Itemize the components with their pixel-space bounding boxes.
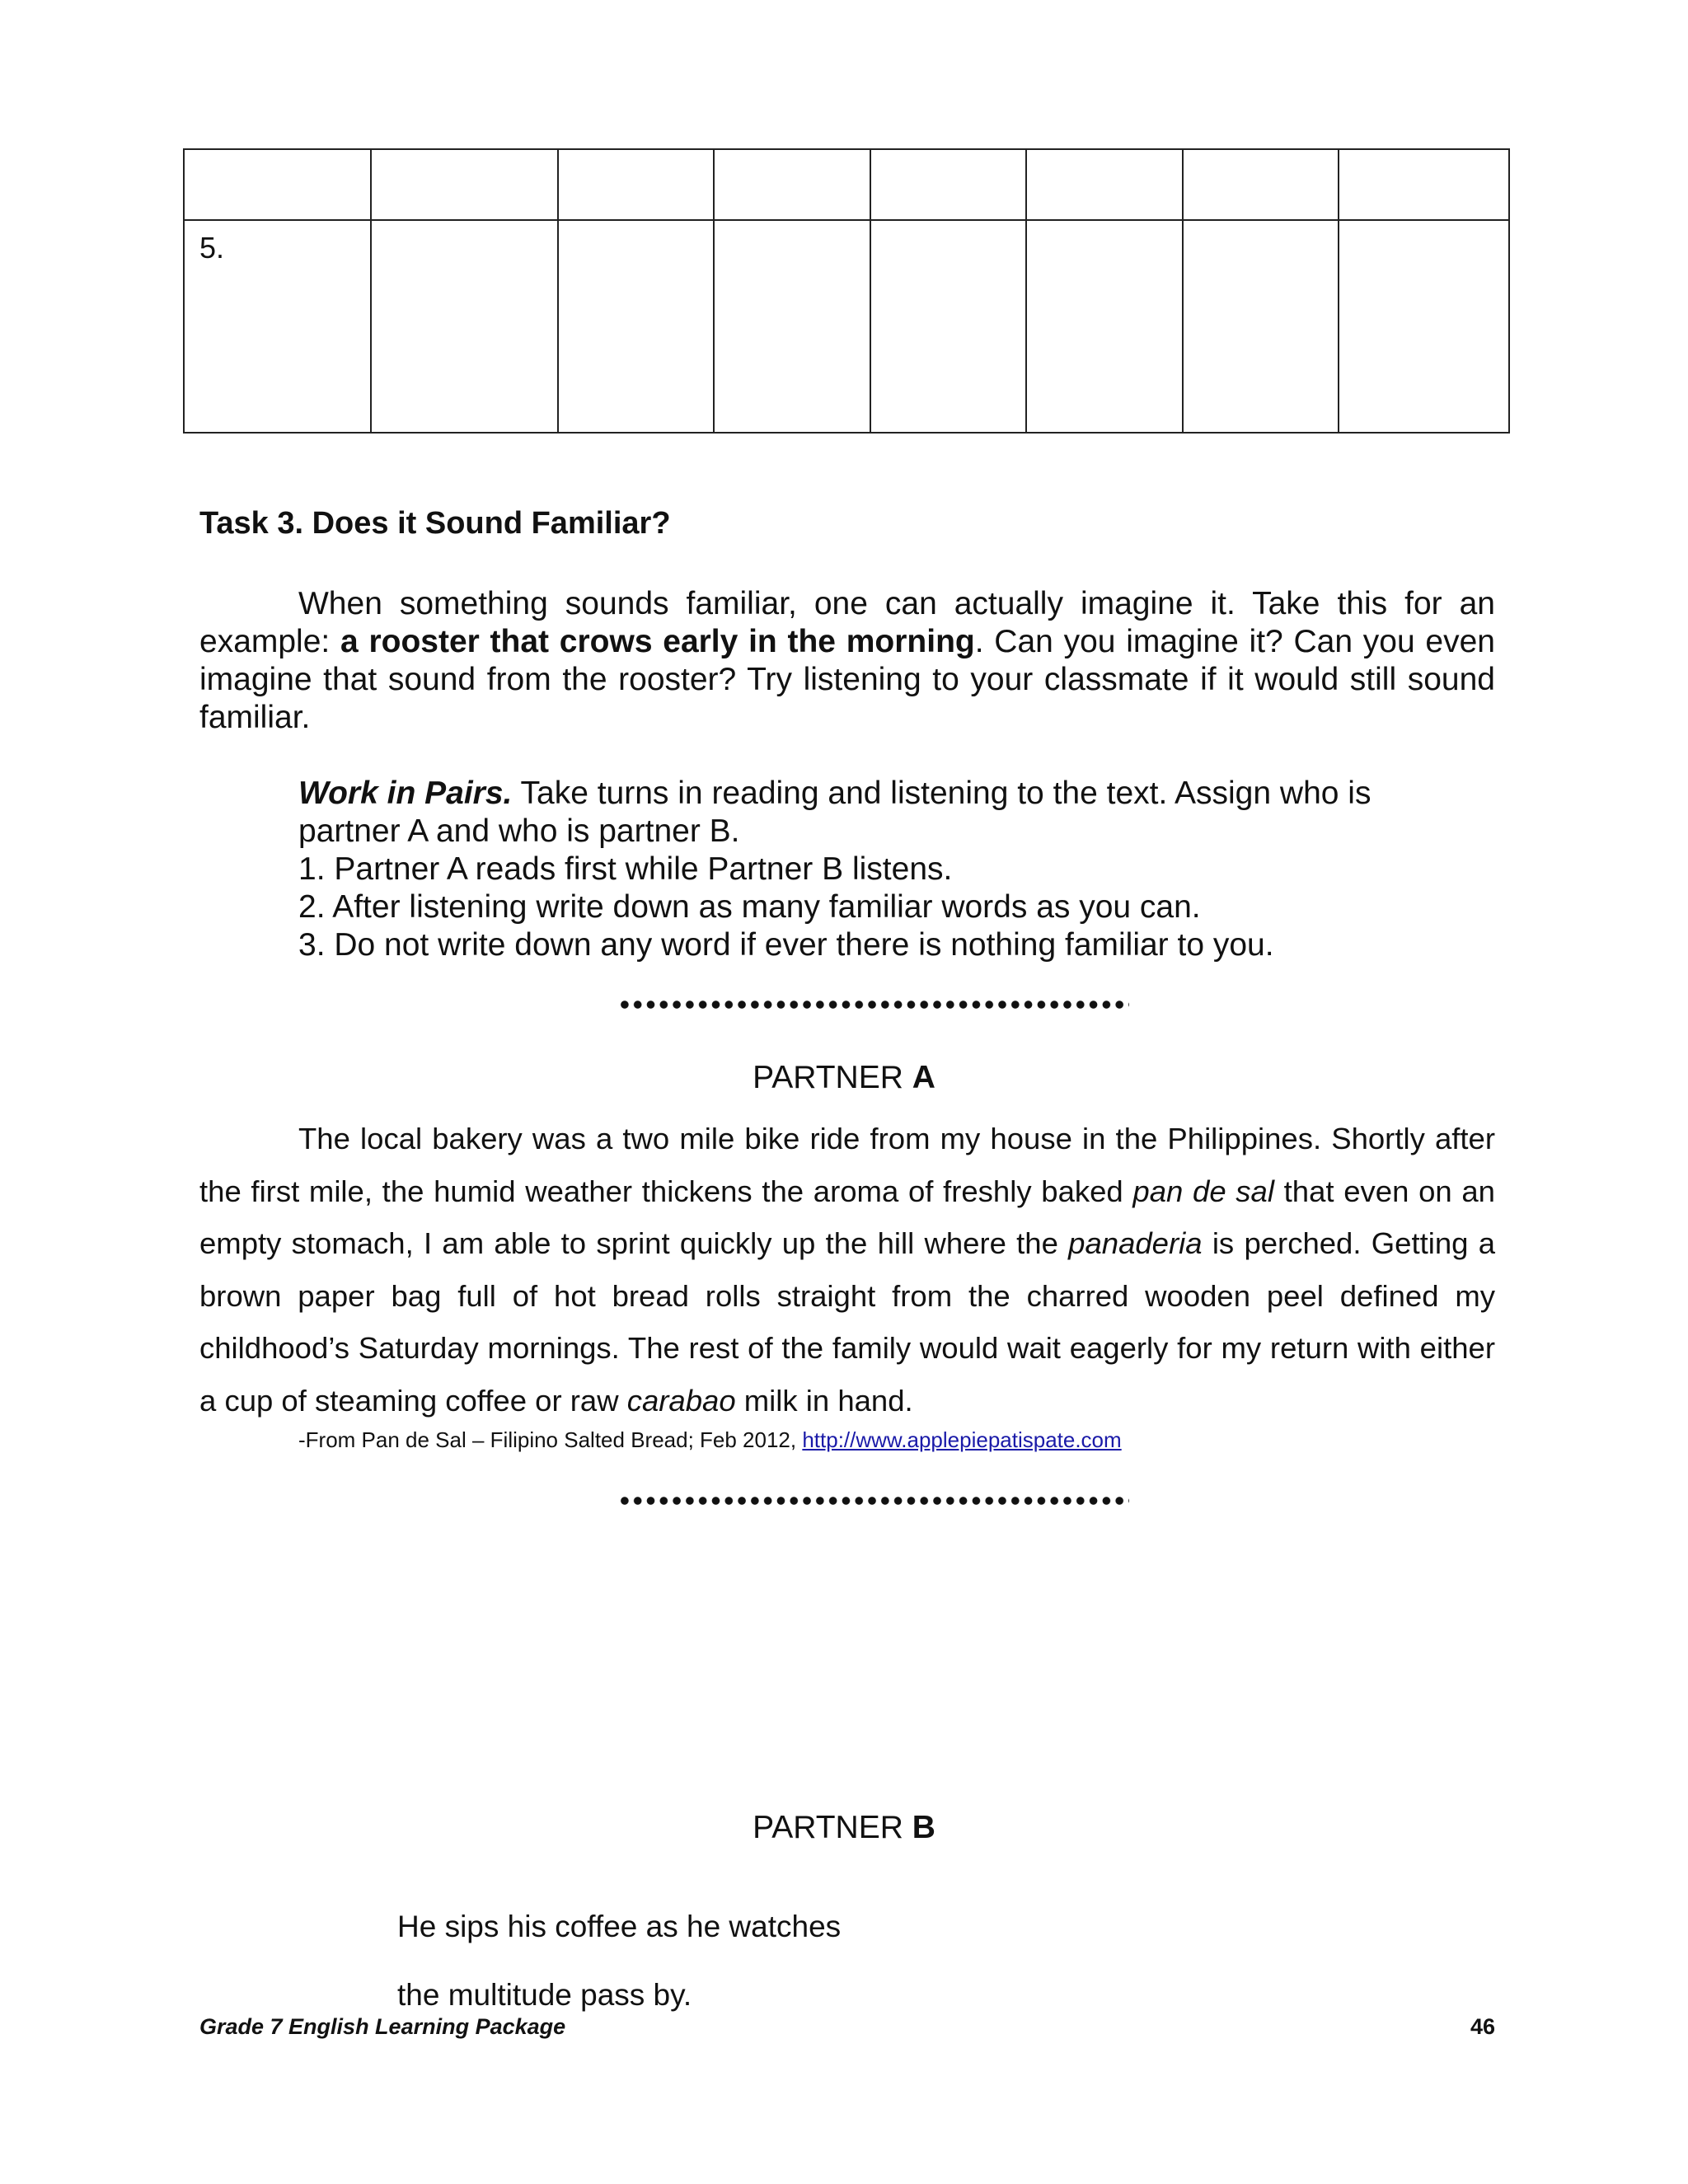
pairs-lead: Work in Pairs.: [298, 776, 513, 811]
partner-a-heading: [0, 1060, 1688, 1096]
table-cell[interactable]: [1026, 220, 1182, 433]
partner-a-story: [199, 1113, 1495, 1427]
partner-a-label: PARTNER: [753, 1060, 912, 1095]
source-link[interactable]: http://www.applepiepatispate.com: [802, 1427, 1122, 1452]
intro-text-1: When something sounds familiar, one can actually imagine it. Take this for an example:: [199, 586, 1495, 659]
task-title: Task 3. Does it Sound Familiar?: [199, 506, 671, 541]
story-italic: pan de sal: [1132, 1174, 1274, 1208]
table-cell[interactable]: [184, 149, 371, 220]
list-item: 2. After listening write down as many familiar words as you can.: [298, 889, 1201, 925]
partner-a-letter: A: [912, 1060, 935, 1095]
table-cell-number[interactable]: [184, 220, 371, 433]
story-text: is perched. Getting a brown paper bag full of hot bread rolls straight from the charred wooden peel defined my childhood’s Saturday mornings. The rest of the family would wait eagerly for my return with either a cup of steaming coffee or raw: [199, 1226, 1495, 1418]
pair-instructions: [298, 775, 1452, 964]
intro-text-2: . Can you imagine it? Can you even imagine that sound from the rooster? Try listening to your classmate if it would still sound familiar.: [199, 624, 1495, 735]
table-cell[interactable]: [558, 149, 714, 220]
list-item: 3. Do not write down any word if ever there is nothing familiar to you.: [298, 927, 1274, 963]
partner-b-letter: B: [912, 1810, 935, 1845]
partner-b-label: PARTNER: [753, 1810, 912, 1845]
table-cell[interactable]: [714, 220, 870, 433]
story-text: The local bakery was a two mile bike ride from my house in the Philippines. Shortly after the first mile, the humid weather thickens the aroma of freshly baked: [199, 1122, 1495, 1208]
story-text: milk in hand.: [735, 1383, 913, 1418]
intro-paragraph: [199, 585, 1495, 737]
table-cell[interactable]: [371, 149, 559, 220]
source-text: -From Pan de Sal – Filipino Salted Bread; Feb 2012,: [298, 1427, 803, 1452]
table-cell[interactable]: [714, 149, 870, 220]
table-cell[interactable]: [371, 220, 559, 433]
answer-table: [183, 148, 1510, 434]
poem-line: the multitude pass by.: [397, 1978, 692, 2012]
dotted-divider: [618, 1495, 1129, 1507]
intro-bold-example: a rooster that crows early in the morning: [340, 624, 975, 659]
steps-list: [298, 851, 1452, 964]
row-number: 5.: [199, 231, 225, 265]
table-row: [184, 149, 1509, 220]
dotted-divider: [618, 999, 1129, 1010]
table-cell[interactable]: [1026, 149, 1182, 220]
table-cell[interactable]: [1183, 149, 1339, 220]
table-cell[interactable]: [1339, 149, 1509, 220]
table-cell[interactable]: [870, 149, 1026, 220]
table-cell[interactable]: [1339, 220, 1509, 433]
partner-b-heading: [0, 1810, 1688, 1846]
partner-b-poem: [397, 1892, 841, 2029]
poem-line: He sips his coffee as he watches: [397, 1910, 842, 1943]
page-number: 46: [1470, 2014, 1495, 2039]
source-citation: [298, 1427, 1122, 1453]
story-italic: panaderia: [1068, 1226, 1203, 1260]
table-row: [184, 220, 1509, 433]
story-text: that even on an empty stomach, I am able to sprint quickly up the hill where the: [199, 1174, 1495, 1260]
table-cell[interactable]: [1183, 220, 1339, 433]
table-cell[interactable]: [558, 220, 714, 433]
table-cell[interactable]: [870, 220, 1026, 433]
footer-title: Grade 7 English Learning Package: [199, 2014, 566, 2039]
story-italic: carabao: [626, 1383, 736, 1418]
list-item: 1. Partner A reads first while Partner B listens.: [298, 851, 953, 887]
pairs-text: Take turns in reading and listening to the text. Assign who is partner A and who is partner B.: [298, 776, 1372, 849]
